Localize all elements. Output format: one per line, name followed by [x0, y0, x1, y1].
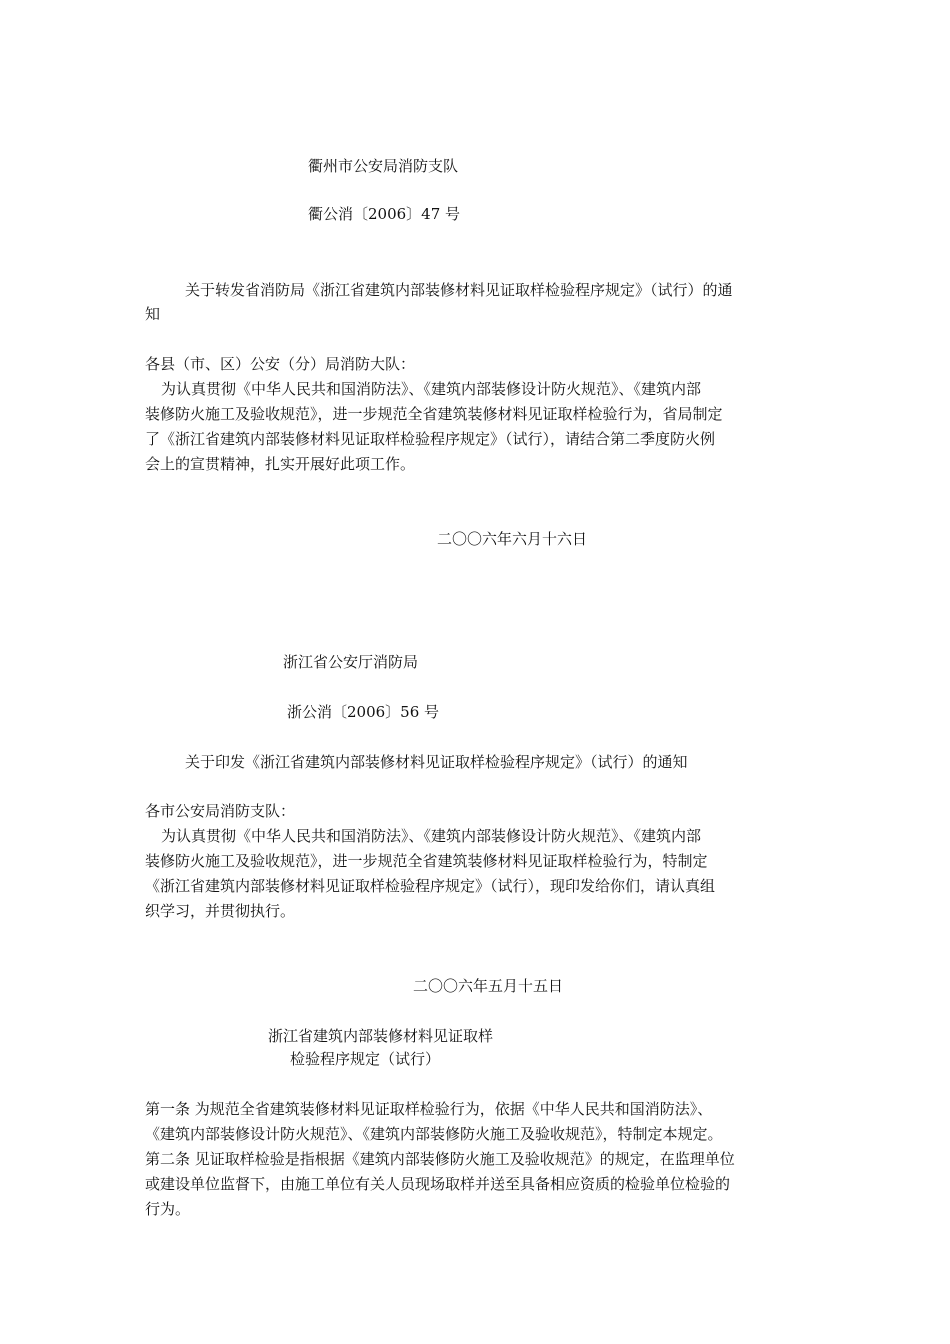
article-line: 第二条 见证取样检验是指根据《建筑内部装修防火施工及验收规范》的规定，在监理单位 [145, 1150, 735, 1168]
doc1-body-line: 会上的宣贯精神，扎实开展好此项工作。 [145, 455, 416, 473]
doc1-doc-number: 衢公消〔2006〕47 号 [308, 205, 461, 223]
doc1-body-line: 装修防火施工及验收规范》，进一步规范全省建筑装修材料见证取样检验行为，省局制定 [145, 405, 723, 423]
doc2-body-line: 《浙江省建筑内部装修材料见证取样检验程序规定》（试行），现印发给你们，请认真组 [145, 877, 716, 895]
article-line: 行为。 [145, 1200, 191, 1218]
doc2-issuer: 浙江省公安厅消防局 [283, 653, 419, 671]
doc1-date: 二〇〇六年六月十六日 [437, 530, 588, 548]
regulation-title-line1: 浙江省建筑内部装修材料见证取样 [268, 1027, 494, 1045]
doc2-doc-number: 浙公消〔2006〕56 号 [287, 703, 440, 721]
doc2-date: 二〇〇六年五月十五日 [413, 977, 564, 995]
article-line: 《建筑内部装修设计防火规范》、《建筑内部装修防火施工及验收规范》，特制定本规定。 [145, 1125, 723, 1143]
article-line: 或建设单位监督下，由施工单位有关人员现场取样并送至具备相应资质的检验单位检验的 [145, 1175, 731, 1193]
doc1-issuer: 衢州市公安局消防支队 [308, 157, 459, 175]
doc1-body-line: 为认真贯彻《中华人民共和国消防法》、《建筑内部装修设计防火规范》、《建筑内部 [161, 380, 702, 398]
doc1-title-line1: 关于转发省消防局《浙江省建筑内部装修材料见证取样检验程序规定》（试行）的通 [185, 281, 733, 299]
doc2-title: 关于印发《浙江省建筑内部装修材料见证取样检验程序规定》（试行）的通知 [185, 753, 688, 771]
doc2-body-line: 为认真贯彻《中华人民共和国消防法》、《建筑内部装修设计防火规范》、《建筑内部 [161, 827, 702, 845]
article-line: 第一条 为规范全省建筑装修材料见证取样检验行为，依据《中华人民共和国消防法》、 [145, 1100, 713, 1118]
doc2-body-line: 装修防火施工及验收规范》，进一步规范全省建筑装修材料见证取样检验行为，特制定 [145, 852, 708, 870]
doc1-body-line: 了《浙江省建筑内部装修材料见证取样检验程序规定》（试行），请结合第二季度防火例 [145, 430, 716, 448]
regulation-title-line2: 检验程序规定（试行） [290, 1050, 441, 1068]
doc2-body-line: 织学习，并贯彻执行。 [145, 902, 296, 920]
doc1-salutation: 各县（市、区）公安（分）局消防大队： [145, 355, 416, 373]
doc2-salutation: 各市公安局消防支队： [145, 802, 296, 820]
doc1-title-line2: 知 [145, 305, 161, 323]
